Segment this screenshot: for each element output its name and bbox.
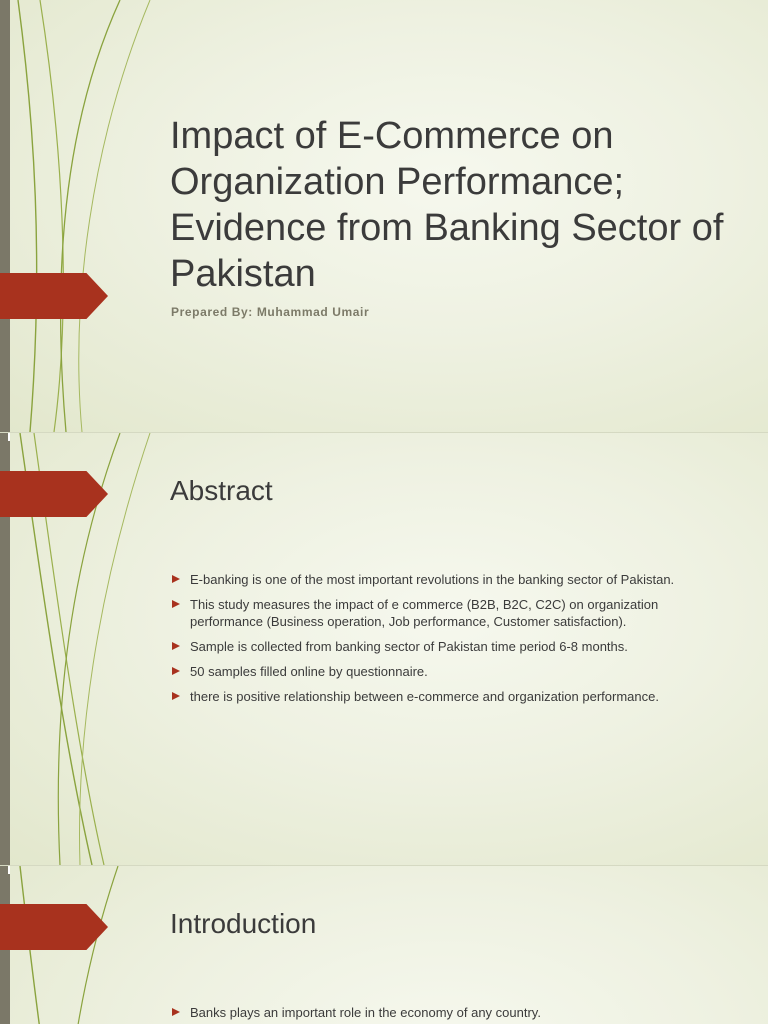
- accent-arrow-tab: [0, 904, 108, 950]
- bullet-arrow-icon: [172, 667, 180, 675]
- slide-title: [0, 0, 768, 432]
- bullet-text: Banks plays an important role in the economy of any country.: [190, 1005, 541, 1020]
- bullet-list: [172, 1004, 732, 1024]
- slide-heading: Introduction: [170, 908, 317, 939]
- bullet-arrow-icon: [172, 575, 180, 583]
- bullet-arrow-icon: [172, 600, 180, 608]
- list-item: [172, 663, 732, 680]
- slide-introduction: [0, 866, 768, 1024]
- slide-abstract: [0, 433, 768, 865]
- bullet-arrow-icon: [172, 642, 180, 650]
- accent-arrow-tab: [0, 471, 108, 517]
- bullet-arrow-icon: [172, 1008, 180, 1016]
- accent-arrow-tab: [0, 273, 108, 319]
- decorative-swoosh: [0, 0, 160, 432]
- bullet-list: [172, 571, 732, 713]
- bullet-arrow-icon: [172, 692, 180, 700]
- bullet-text: there is positive relationship between e-commerce and organization performance.: [190, 689, 659, 704]
- slide-heading: Abstract: [170, 475, 273, 506]
- presentation-title: Impact of E-Commerce on Organization Performance; Evidence from Banking Sector of Pakistan: [170, 115, 724, 295]
- presenter-subtitle: Prepared By: Muhammad Umair: [171, 305, 370, 319]
- list-item: [172, 638, 732, 655]
- list-item: [172, 688, 732, 705]
- list-item: [172, 1004, 732, 1021]
- bullet-text: Sample is collected from banking sector of Pakistan time period 6-8 months.: [190, 639, 628, 654]
- list-item: [172, 571, 732, 588]
- list-item: [172, 596, 732, 630]
- bullet-text: This study measures the impact of e commerce (B2B, B2C, C2C) on organization performance (Business operation, Job performance, Customer satisfaction).: [190, 597, 659, 629]
- bullet-text: 50 samples filled online by questionnaire.: [190, 664, 428, 679]
- bullet-text: E-banking is one of the most important revolutions in the banking sector of Pakistan.: [190, 572, 675, 587]
